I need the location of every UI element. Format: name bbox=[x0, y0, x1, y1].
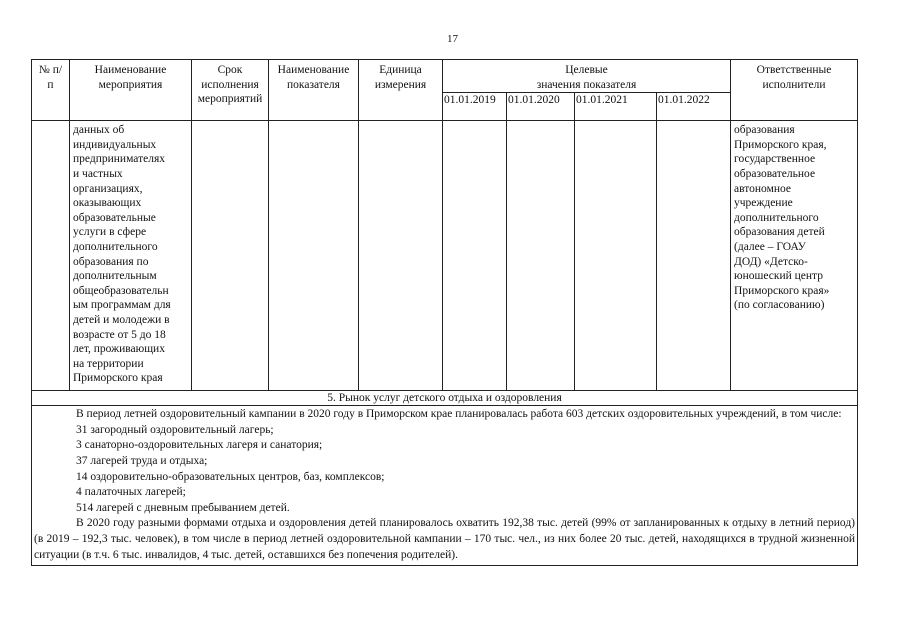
header-date-2021: 01.01.2021 bbox=[575, 93, 657, 121]
header-date-2020: 01.01.2020 bbox=[507, 93, 575, 121]
narrative-item: 14 оздоровительно-образовательных центров, баз, комплексов; bbox=[76, 470, 385, 483]
table-row bbox=[32, 121, 858, 391]
row-num-cell bbox=[32, 121, 70, 391]
responsible-line: ДОД) «Детско- bbox=[734, 255, 808, 268]
event-line: дополнительным bbox=[73, 270, 157, 283]
event-line: Приморского края bbox=[73, 372, 163, 385]
narrative-item: 37 лагерей труда и отдыха; bbox=[76, 454, 208, 467]
row-value-2019-cell bbox=[443, 121, 507, 391]
event-line: общеобразовательн bbox=[73, 284, 169, 297]
row-indicator-cell bbox=[269, 121, 359, 391]
event-line: оказывающих bbox=[73, 197, 142, 210]
event-line: лет, проживающих bbox=[73, 343, 165, 356]
responsible-line: (по согласованию) bbox=[734, 299, 825, 312]
responsible-line: образования bbox=[734, 124, 795, 137]
narrative-cell bbox=[32, 406, 858, 566]
event-line: дополнительного bbox=[73, 240, 158, 253]
header-unit: Единица измерения bbox=[359, 60, 443, 121]
responsible-line: учреждение bbox=[734, 197, 793, 210]
responsible-line: юношеский центр bbox=[734, 270, 823, 283]
event-line: возрасте от 5 до 18 bbox=[73, 328, 166, 341]
page-number: 17 bbox=[447, 33, 458, 45]
event-line: индивидуальных bbox=[73, 138, 157, 151]
narrative-intro: В период летней оздоровительный кампании в 2020 году в Приморском крае планировалась работа 603 детских оздоровительных учреждений, в том числе: bbox=[76, 408, 842, 421]
row-deadline-cell bbox=[192, 121, 269, 391]
row-value-2020-cell bbox=[507, 121, 575, 391]
responsible-line: Приморского края, bbox=[734, 138, 827, 151]
event-line: образования по bbox=[73, 255, 149, 268]
event-line: образовательные bbox=[73, 211, 156, 224]
event-line: детей и молодежи в bbox=[73, 313, 170, 326]
responsible-line: дополнительного bbox=[734, 211, 819, 224]
responsible-line: автономное bbox=[734, 182, 791, 195]
header-num: № п/ п bbox=[32, 60, 70, 121]
header-target-values: Целевые значения показателя bbox=[443, 60, 731, 93]
event-line: предпринимателях bbox=[73, 153, 165, 166]
row-unit-cell bbox=[359, 121, 443, 391]
responsible-line: (далее – ГОАУ bbox=[734, 240, 806, 253]
measures-table bbox=[31, 59, 858, 566]
header-indicator-name: Наименование показателя bbox=[269, 60, 359, 121]
section-title: 5. Рынок услуг детского отдыха и оздоровления bbox=[32, 391, 858, 406]
event-line: организациях, bbox=[73, 182, 143, 195]
narrative-item: 31 загородный оздоровительный лагерь; bbox=[76, 423, 274, 436]
event-line: данных об bbox=[73, 124, 125, 137]
responsible-line: государственное bbox=[734, 153, 816, 166]
narrative-item: 514 лагерей с дневным пребыванием детей. bbox=[76, 501, 290, 514]
header-responsible: Ответственные исполнители bbox=[731, 60, 858, 121]
row-value-2022-cell bbox=[657, 121, 731, 391]
header-deadline: Срок исполнения мероприятий bbox=[192, 60, 269, 121]
narrative-item: 4 палаточных лагерей; bbox=[76, 486, 186, 499]
row-value-2021-cell bbox=[575, 121, 657, 391]
event-line: и частных bbox=[73, 167, 123, 180]
header-date-2019: 01.01.2019 bbox=[443, 93, 507, 121]
responsible-line: образования детей bbox=[734, 226, 825, 239]
row-event-cell bbox=[70, 121, 192, 391]
event-line: услуги в сфере bbox=[73, 226, 147, 239]
narrative-closing: В 2020 году разными формами отдыха и оздоровления детей планировалось охватить 192,38 тыс. детей (99% от запланированных к отдыху в летний период) (в 2019 – 192,3 тыс. человек), в том числе в период летней оздоровительной кампании – 170 тыс. чел., из них более 20 тыс. детей, находящихся в трудной жизненной ситуации (в т.ч. 6 тыс. инвалидов, 4 тыс. детей, оставшихся без попечения родителей). bbox=[34, 517, 856, 561]
event-line: на территории bbox=[73, 357, 144, 370]
narrative-item: 3 санаторно-оздоровительных лагеря и санатория; bbox=[76, 439, 323, 452]
header-date-2022: 01.01.2022 bbox=[657, 93, 731, 121]
header-event-name: Наименование мероприятия bbox=[70, 60, 192, 121]
responsible-line: образовательное bbox=[734, 167, 816, 180]
row-responsible-cell bbox=[731, 121, 858, 391]
event-line: ым программам для bbox=[73, 299, 171, 312]
responsible-line: Приморского края» bbox=[734, 284, 830, 297]
